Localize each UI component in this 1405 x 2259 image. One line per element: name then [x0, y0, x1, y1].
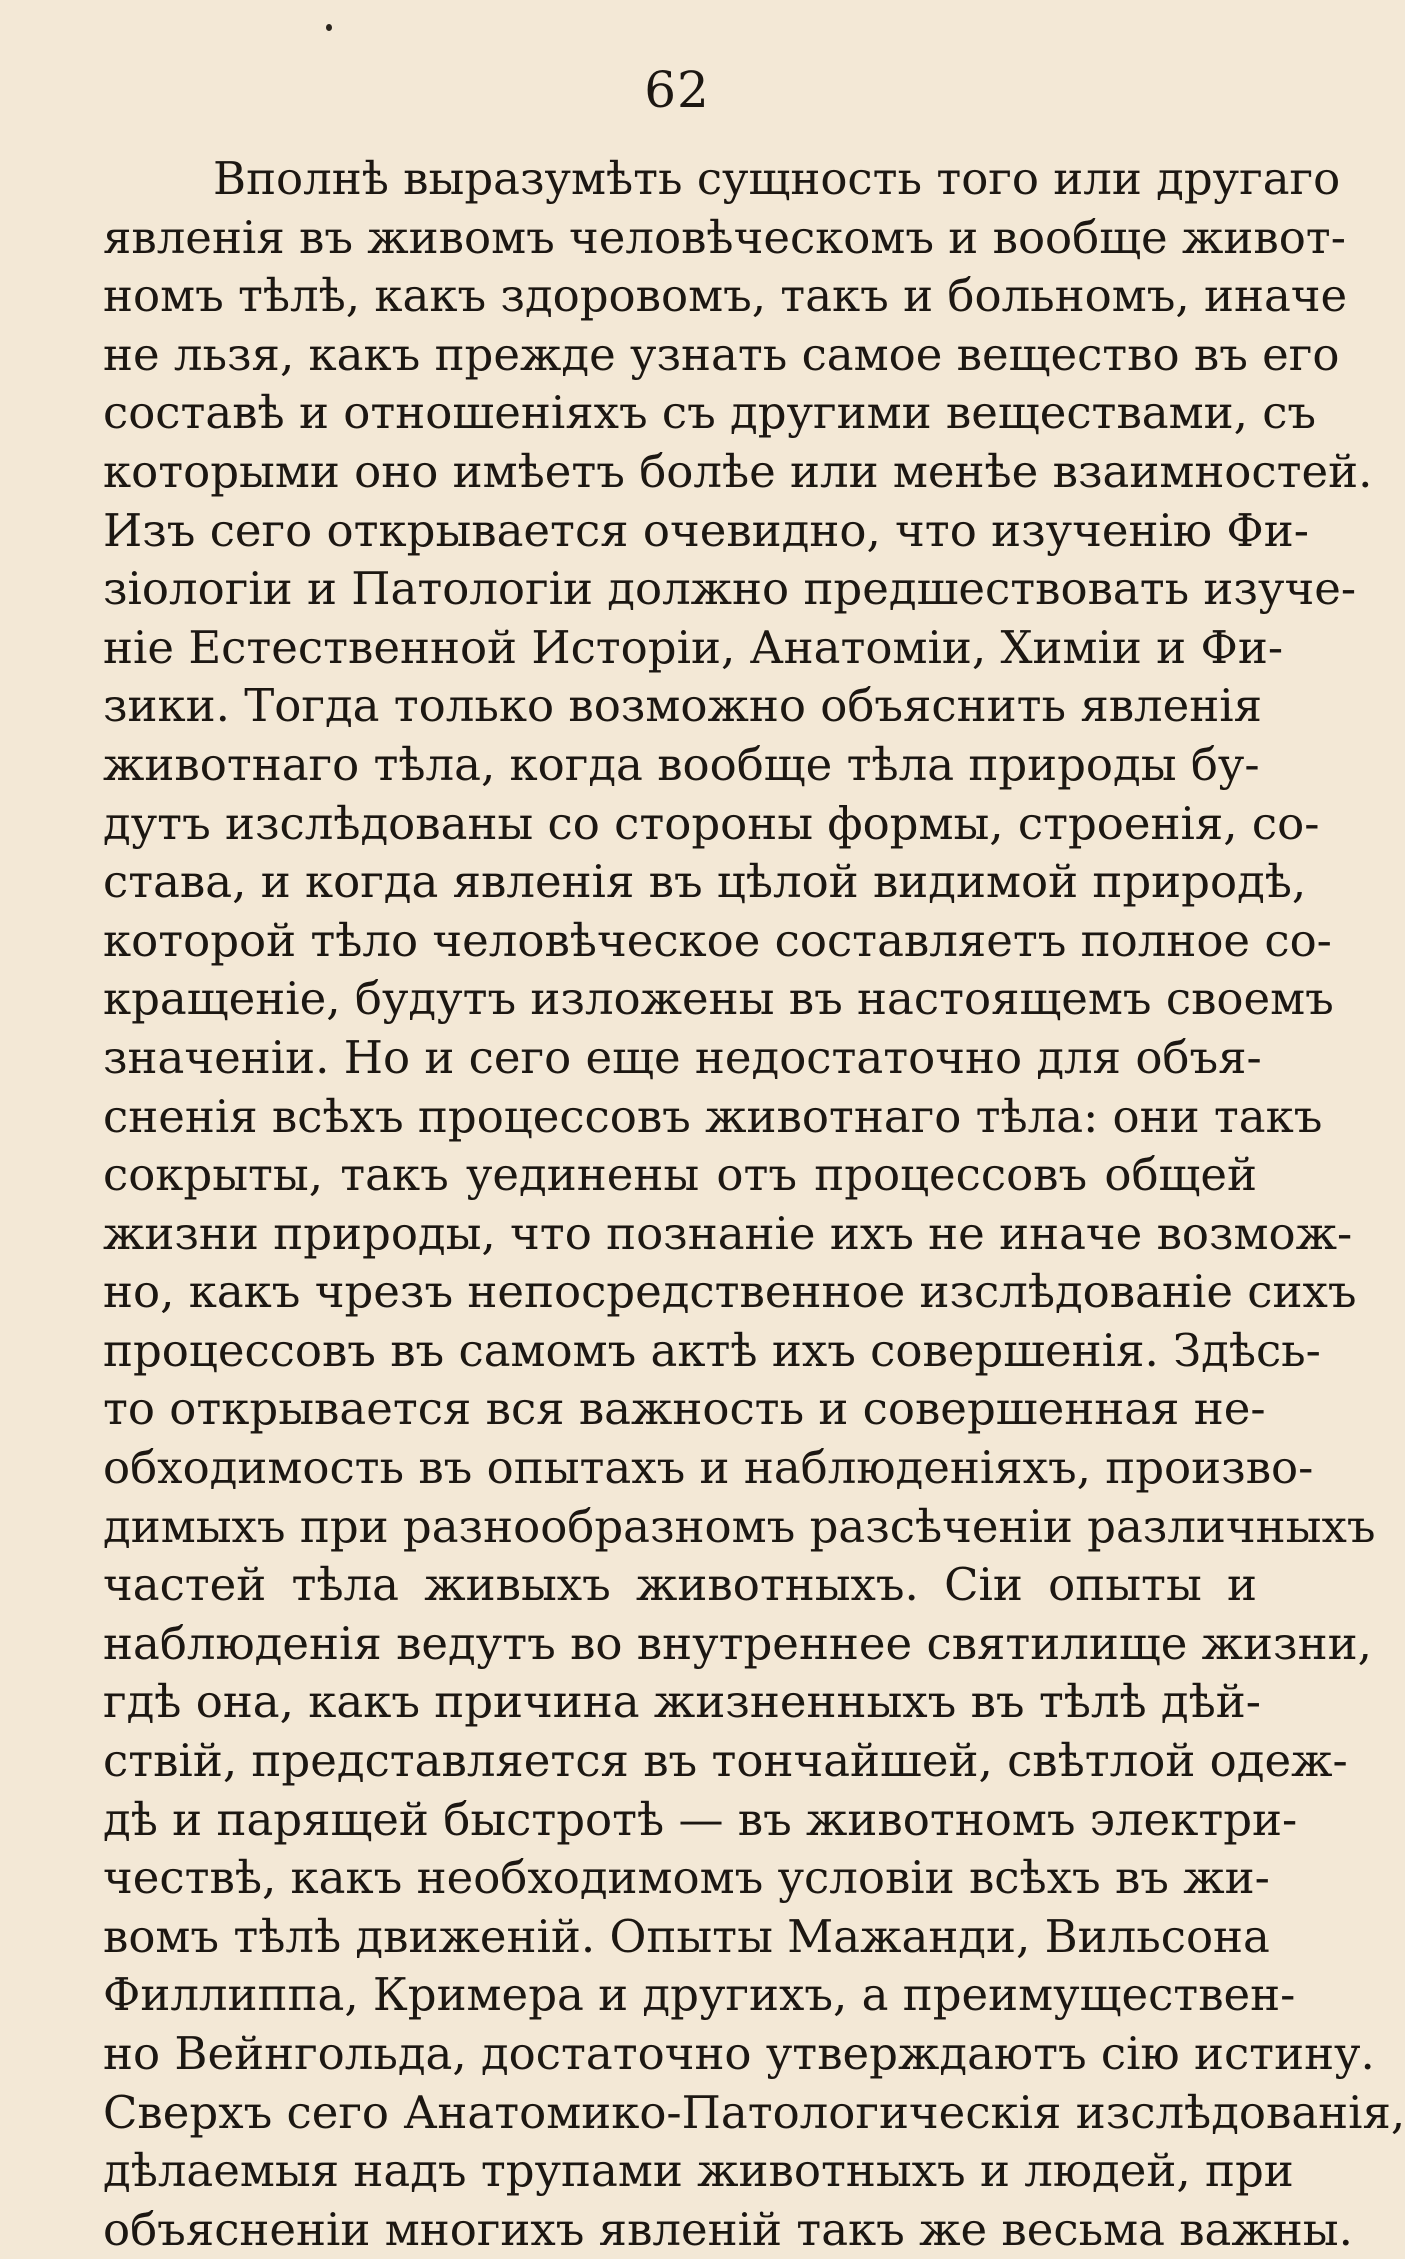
text-line: Изъ сего открывается очевидно, что изученію Фи-: [103, 503, 1309, 557]
page-number: 62: [644, 61, 710, 119]
text-line: Сверхъ сего Анатомико-Патологическія изслѣдованія,: [103, 2085, 1405, 2139]
text-line: ствій, представляется въ тончайшей, свѣтлой одеж-: [103, 1734, 1348, 1788]
text-line: то открывается вся важность и совершенная не-: [103, 1382, 1266, 1436]
text-line: которыми оно имѣетъ болѣе или менѣе взаимностей.: [103, 444, 1373, 498]
text-line: дѣ и парящей быстротѣ — въ животномъ электри-: [103, 1792, 1298, 1846]
text-line: става, и когда явленія въ цѣлой видимой природѣ,: [103, 855, 1307, 909]
text-line: явленія въ живомъ человѣческомъ и вообще живот-: [103, 210, 1346, 264]
text-line: жизни природы, что познаніе ихъ не иначе возмож-: [103, 1206, 1353, 1260]
text-line: зіологіи и Патологіи должно предшествовать изуче-: [103, 562, 1357, 616]
text-line: частей тѣла живыхъ животныхъ. Сіи опыты и: [103, 1558, 1257, 1612]
text-line: ніе Естественной Исторіи, Анатоміи, Химіи и Фи-: [103, 620, 1284, 674]
text-line: сненія всѣхъ процессовъ животнаго тѣла: они такъ: [103, 1089, 1323, 1143]
text-line: дѣлаемыя надъ трупами животныхъ и людей, при: [103, 2144, 1294, 2198]
text-line: дутъ изслѣдованы со стороны формы, строенія, со-: [103, 796, 1320, 850]
text-line: сокрыты, такъ уединены отъ процессовъ общей: [103, 1148, 1257, 1202]
text-line: вомъ тѣлѣ движеній. Опыты Мажанди, Вильсона: [103, 1909, 1270, 1963]
text-line: не льзя, какъ прежде узнать самое вещество въ его: [103, 327, 1340, 381]
ink-speck: [326, 24, 332, 31]
body-text: [103, 150, 1405, 2259]
text-line: но, какъ чрезъ непосредственное изслѣдованіе сихъ: [103, 1265, 1357, 1319]
text-line: значеніи. Но и сего еще недостаточно для объя-: [103, 1030, 1262, 1084]
text-line: обходимость въ опытахъ и наблюденіяхъ, произво-: [103, 1441, 1314, 1495]
text-line: кращеніе, будутъ изложены въ настоящемъ своемъ: [103, 972, 1334, 1026]
text-line: Филлиппа, Кримера и другихъ, а преимуществен-: [103, 1968, 1296, 2022]
text-line: составѣ и отношеніяхъ съ другими веществами, съ: [103, 386, 1317, 440]
text-line: зики. Тогда только возможно объяснить явленія: [103, 679, 1263, 733]
text-line: животнаго тѣла, когда вообще тѣла природы бу-: [103, 737, 1260, 791]
text-line: наблюденія ведутъ во внутреннее святилище жизни,: [103, 1616, 1372, 1670]
text-line: объясненіи многихъ явленій такъ же весьма важны.: [103, 2202, 1353, 2256]
text-line: номъ тѣлѣ, какъ здоровомъ, такъ и больномъ, иначе: [103, 269, 1348, 323]
text-line: процессовъ въ самомъ актѣ ихъ совершенія. Здѣсь-: [103, 1323, 1321, 1377]
text-line: гдѣ она, какъ причина жизненныхъ въ тѣлѣ дѣй-: [103, 1675, 1261, 1729]
text-line: которой тѣло человѣческое составляетъ полное со-: [103, 913, 1332, 967]
text-line: но Вейнгольда, достаточно утверждаютъ сію истину.: [103, 2027, 1375, 2080]
text-line: димыхъ при разнообразномъ разсѣченіи различныхъ: [103, 1499, 1376, 1553]
text-line: чествѣ, какъ необходимомъ условіи всѣхъ въ жи-: [103, 1851, 1270, 1905]
text-line: Вполнѣ выразумѣть сущность того или другаго: [213, 152, 1341, 205]
